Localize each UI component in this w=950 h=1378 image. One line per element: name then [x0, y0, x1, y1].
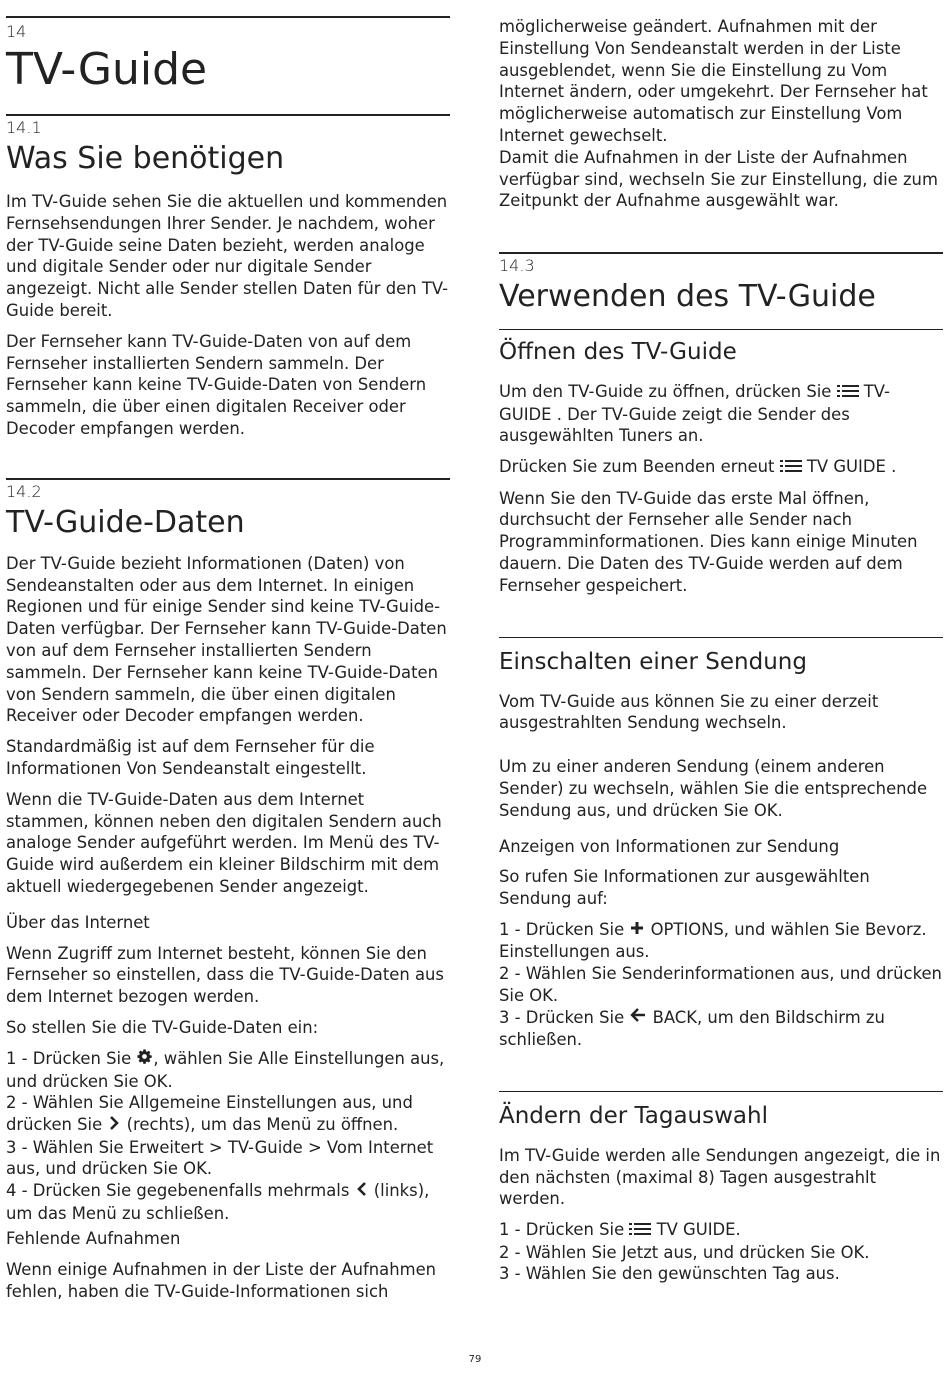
- section-number: 14.1: [6, 118, 42, 137]
- section-title: Was Sie benötigen: [6, 141, 285, 176]
- key-name: TV GUIDE: [806, 457, 886, 477]
- list-item: [6, 1180, 450, 1224]
- list-item: [499, 1242, 943, 1264]
- setting-name: Allgemeine Einstellungen: [128, 1093, 338, 1113]
- text: aus, und drücken Sie: [6, 1093, 413, 1135]
- chevron-right-icon: [107, 1115, 121, 1137]
- setting-name: Erweitert: [128, 1137, 204, 1157]
- text: 4 - Drücken Sie gegebenenfalls mehrmals: [6, 1181, 355, 1201]
- tv-guide-icon: [780, 457, 802, 479]
- paragraph: Damit die Aufnahmen in der Liste der Aufnahmen verfügbar sind, wechseln Sie zur Einstellung, die zum Zeitpunkt der Aufnahme ausgewählt war.: [499, 147, 938, 211]
- subsection-rule: [499, 329, 943, 330]
- text: aus, und drücken Sie: [6, 1159, 184, 1179]
- back-arrow-icon: [629, 1007, 647, 1029]
- list-item: [6, 1048, 450, 1093]
- paragraph: Vom TV-Guide aus können Sie zu einer derzeit ausgestrahlten Sendung wechseln.: [499, 691, 879, 733]
- text: werden in der Liste ausgeblendet, wenn Sie die Einstellung zu: [499, 38, 901, 80]
- setting-name: Alle Einstellungen: [258, 1048, 405, 1068]
- text: möglicherweise geändert. Aufnahmen mit der Einstellung: [499, 17, 877, 58]
- gear-icon: [136, 1048, 153, 1071]
- key-name: OK: [529, 985, 553, 1005]
- text: 3 - Drücken Sie: [499, 1007, 630, 1027]
- left-column: [6, 0, 450, 1303]
- paragraph: [499, 16, 943, 147]
- list-item: 3 - Wählen Sie den gewünschten Tag aus.: [499, 1264, 840, 1284]
- text: eingestellt.: [269, 758, 367, 778]
- text: . Der TV-Guide zeigt die Sender des ausgewählten Tuners an.: [499, 404, 850, 446]
- subsection-title: Ändern der Tagauswahl: [499, 1102, 768, 1129]
- text: 1 - Drücken Sie: [6, 1048, 137, 1068]
- text: 2 - Wählen Sie: [499, 1242, 622, 1262]
- text: 3 - Wählen Sie: [6, 1137, 129, 1157]
- key-name: TV-GUIDE: [499, 382, 890, 424]
- section-number: 14.3: [499, 256, 535, 276]
- chapter-number: 14: [6, 22, 27, 41]
- subsection-title: Öffnen des TV-Guide: [499, 339, 737, 366]
- list-item: [499, 963, 943, 1007]
- chapter-rule: [6, 16, 450, 18]
- text: Um den TV-Guide zu öffnen, drücken Sie: [499, 382, 837, 402]
- setting-name: Bevorz. Einstellungen: [499, 919, 927, 962]
- plus-icon: [629, 920, 645, 942]
- paragraph: Wenn die TV-Guide-Daten aus dem Internet stammen, können neben den digitalen Sendern auch analoge Sender aufgeführt werden. Im Menü des TV-Guide wird außerdem ein kleiner Bildschirm mit dem aktuell wiedergegebenen Sender angezeigt.: [6, 789, 442, 896]
- paragraph: [499, 456, 943, 478]
- subsection-rule: [499, 1091, 943, 1092]
- list-item: [6, 1137, 450, 1181]
- setting-name: Vom Internet: [326, 1137, 434, 1157]
- text: 2 - Wählen Sie: [6, 1093, 129, 1113]
- paragraph: So stellen Sie die TV-Guide-Daten ein:: [6, 1017, 319, 1037]
- setting-name: TV-Guide: [227, 1137, 303, 1157]
- paragraph: Im TV-Guide sehen Sie die aktuellen und kommenden Fernsehsendungen Ihrer Sender. Je nachdem, woher der TV-Guide seine Daten bezieht, werden analoge und digitale Sender oder nur digitale Sender angezeigt. Nicht alle Sender stellen Daten für den TV-Guide bereit.: [6, 192, 449, 320]
- paragraph: Der Fernseher kann TV-Guide-Daten von auf dem Fernseher installierten Sendern sammeln. Der Fernseher kann keine TV-Guide-Daten von Sendern sammeln, die über einen digitalen Receiver oder Decoder empfangen werden.: [6, 331, 427, 438]
- subheading: Anzeigen von Informationen zur Sendung: [499, 836, 840, 856]
- key-name: OK: [840, 1242, 865, 1262]
- setting-name: Jetzt: [621, 1242, 659, 1262]
- text: aus.: [610, 942, 650, 962]
- key-name: OK: [143, 1071, 168, 1091]
- text: .: [777, 800, 783, 820]
- list-item: [6, 1092, 450, 1136]
- setting-name: Von Sendeanstalt: [594, 38, 739, 58]
- tv-guide-icon: [629, 1220, 651, 1242]
- right-column: [499, 0, 943, 1285]
- key-name: OK: [183, 1159, 207, 1179]
- text: (links), um das Menü zu schließen.: [6, 1181, 430, 1223]
- text: , um den Bildschirm zu schließen.: [499, 1007, 885, 1050]
- section-title: Verwenden des TV-Guide: [499, 279, 876, 315]
- paragraph: Im TV-Guide werden alle Sendungen angezeigt, die in den nächsten (maximal 8) Tagen ausgestrahlt werden.: [499, 1145, 941, 1209]
- section-rule: [6, 114, 450, 116]
- text: gewechselt.: [564, 125, 668, 145]
- page-number: 79: [468, 1354, 482, 1365]
- paragraph: [6, 736, 450, 780]
- text: .: [552, 985, 559, 1005]
- text: .: [864, 1242, 870, 1262]
- subsection-rule: [499, 637, 943, 638]
- setting-name: Vom Internet: [499, 104, 903, 145]
- key-name: OPTIONS: [650, 919, 724, 939]
- chapter-title: TV-Guide: [6, 44, 208, 95]
- text: >: [302, 1137, 327, 1157]
- section-number: 14.2: [6, 481, 42, 501]
- setting-name: Von Sendeanstalt: [126, 758, 270, 778]
- paragraph: [499, 756, 943, 821]
- subheading: Fehlende Aufnahmen: [6, 1229, 181, 1249]
- text: Drücken Sie zum Beenden erneut: [499, 457, 780, 477]
- text: .: [206, 1159, 213, 1179]
- setting-name: Vom Internet: [499, 60, 888, 102]
- setting-name: Senderinformationen: [621, 964, 796, 984]
- section-title: TV-Guide-Daten: [6, 504, 245, 540]
- text: Standardmäßig ist auf dem Fernseher für die Informationen: [6, 737, 375, 778]
- list-item: [499, 1219, 943, 1241]
- chevron-left-icon: [355, 1181, 369, 1203]
- paragraph: Wenn Sie den TV-Guide das erste Mal öffnen, durchsucht der Fernseher alle Sender nach Programminformationen. Dies kann einige Minuten dauern. Die Daten des TV-Guide werden auf dem Fernseher gespeichert.: [499, 488, 918, 595]
- key-name: OK: [753, 800, 778, 820]
- key-name: TV GUIDE: [656, 1220, 736, 1240]
- text: 2 - Wählen Sie: [499, 964, 622, 984]
- list-item: [499, 1007, 943, 1051]
- text: .: [735, 1220, 741, 1240]
- subsection-title: Einschalten einer Sendung: [499, 648, 807, 675]
- section-rule: [6, 478, 450, 480]
- text: aus, und drücken Sie: [6, 1048, 445, 1091]
- paragraph: So rufen Sie Informationen zur ausgewählten Sendung auf:: [499, 867, 870, 909]
- paragraph: Wenn einige Aufnahmen in der Liste der Aufnahmen fehlen, haben die TV-Guide-Informationen sich: [6, 1260, 437, 1301]
- text: aus, und drücken Sie: [499, 964, 942, 1005]
- text: 1 - Drücken Sie: [499, 919, 630, 939]
- list-item: [499, 919, 943, 963]
- text: >: [203, 1137, 228, 1157]
- section-rule: [499, 252, 943, 254]
- text: 1 - Drücken Sie: [499, 1220, 630, 1240]
- paragraph: [499, 381, 943, 447]
- text: ändern, oder umgekehrt. Der Fernseher hat möglicherweise automatisch zur Einstellung: [499, 82, 928, 124]
- paragraph: Der TV-Guide bezieht Informationen (Daten) von Sendeanstalten oder aus dem Internet. In einigen Regionen und für einige Sender sind keine TV-Guide-Daten verfügbar. Der Fernseher kann TV-Guide-Daten von auf dem Fernseher installierten Sendern sammeln. Der Fernseher kann keine TV-Guide-Daten von Sendern sammeln, die über einen digitalen Receiver oder Decoder empfangen werden.: [6, 553, 447, 726]
- text: Um zu einer anderen Sendung (einem anderen Sender) zu wechseln, wählen Sie die entsprechende Sendung aus, und drücken Sie: [499, 757, 928, 820]
- tv-guide-icon: [837, 382, 859, 404]
- text: (rechts), um das Menü zu öffnen.: [121, 1115, 399, 1135]
- key-name: BACK: [652, 1007, 697, 1027]
- paragraph: Wenn Zugriff zum Internet besteht, können Sie den Fernseher so einstellen, dass die TV-Guide-Daten aus dem Internet bezogen werden.: [6, 943, 444, 1007]
- text: .: [167, 1071, 173, 1091]
- text: .: [885, 457, 897, 477]
- text: , und wählen Sie: [723, 919, 865, 939]
- subheading: Über das Internet: [6, 912, 150, 932]
- text: aus, und drücken Sie: [658, 1242, 841, 1262]
- text: , wählen Sie: [153, 1048, 259, 1068]
